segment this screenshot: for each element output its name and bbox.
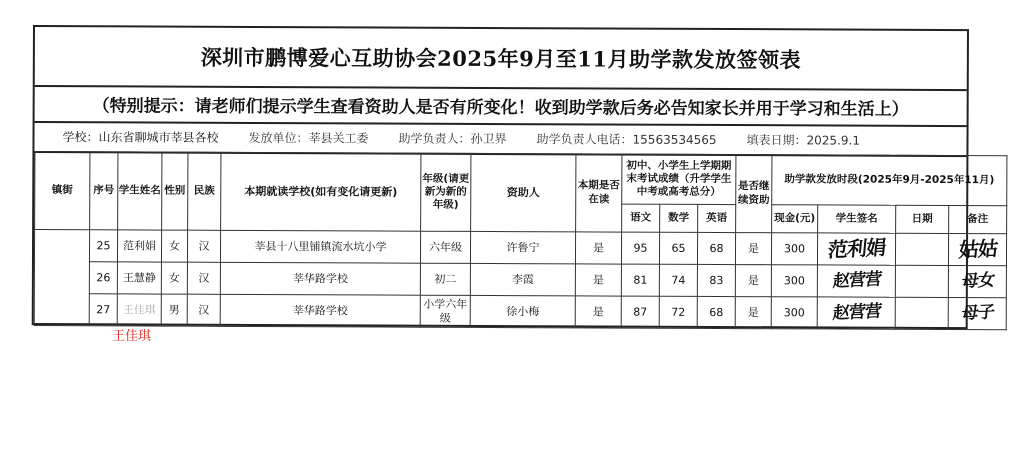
cell-continue: 是 [735,265,771,297]
cell-enrolled: 是 [575,264,621,296]
cell-grade: 小学六年级 [420,295,470,327]
cell-math: 65 [659,232,697,264]
cell-date [895,265,948,297]
cell-grade: 六年级 [420,231,470,263]
header-remark: 备注 [949,205,1007,233]
header-enrolled: 本期是否在读 [576,154,622,232]
header-date: 日期 [896,205,949,233]
cell-english: 68 [697,296,735,328]
cell-signature [817,233,895,265]
cell-date [895,297,948,329]
table-row [34,294,1006,330]
cell-chinese: 81 [621,264,659,296]
header-sponsor: 资助人 [471,153,576,231]
handwritten-signature: 范利娟 [826,235,887,262]
cell-gender: 男 [161,294,187,326]
header-math: 数学 [660,204,698,232]
header-gender: 性别 [162,152,188,230]
cell-sponsor: 李霞 [470,263,575,295]
info-issuer: 发放单位：莘县关工委 [248,130,369,145]
cell-grade: 初二 [420,263,470,295]
cell-chinese: 95 [621,232,659,264]
cell-signature [817,265,895,297]
header-scores: 初中、小学生上学期期末考试成绩（升学学生中考或高考总分） [622,154,736,204]
cell-remark [948,297,1006,329]
header-school: 本期就读学校(如有变化请更新) [221,152,421,231]
cell-gender: 女 [161,230,187,262]
handwritten-remark: 姑姑 [957,236,998,263]
table-row [34,262,1006,298]
cell-cash: 300 [771,265,817,297]
header-town: 镇街 [35,152,90,230]
cell-enrolled: 是 [575,296,621,328]
cell-ethnicity: 汉 [187,262,220,294]
header-chinese: 语文 [622,204,660,232]
handwritten-remark: 母子 [960,302,995,324]
header-ethnicity: 民族 [188,152,221,230]
info-person-in-charge: 助学负责人：孙卫界 [398,131,507,146]
form-sheet [32,25,998,329]
header-name: 学生姓名 [118,152,162,230]
cell-school: 莘县十八里铺镇流水坑小学 [220,230,420,263]
cell-math: 72 [659,296,697,328]
cell-chinese: 87 [621,296,659,328]
header-no: 序号 [90,152,118,230]
form-title: 深圳市鹏博爱心互助协会2025年9月至11月助学款发放签领表 [35,27,967,91]
aid-table [34,151,1008,330]
handwritten-signature: 赵营营 [831,269,882,292]
cell-school: 莘华路学校 [220,262,420,295]
cell-sponsor: 徐小梅 [470,295,575,327]
cell-signature [817,297,895,329]
header-period: 助学款发放时段(2025年9月-2025年11月) [772,155,1007,206]
header-cash: 现金(元) [772,205,818,233]
cell-ethnicity: 汉 [187,230,220,262]
info-phone: 助学负责人电话：15563534565 [536,131,717,147]
cell-date [895,233,948,265]
cell-ethnicity: 汉 [187,294,220,326]
cell-school: 莘华路学校 [220,294,420,327]
info-date: 填表日期：2025.9.1 [746,132,861,148]
handwritten-remark: 母女 [960,270,995,292]
cell-town [34,230,89,326]
cell-name: 王佳琪 [117,294,161,326]
handwritten-signature: 赵营营 [831,301,882,324]
cell-english: 68 [697,232,735,264]
cell-sponsor: 许鲁宁 [470,231,575,263]
cell-continue: 是 [735,297,771,329]
cell-no: 27 [89,294,117,326]
cell-english: 83 [697,264,735,296]
cell-enrolled: 是 [575,232,621,264]
header-english: 英语 [698,204,736,232]
header-continue: 是否继续资助 [736,155,772,233]
info-school: 学校：山东省聊城市莘县各校 [62,129,219,145]
header-grade: 年级(请更新为新的年级) [421,153,471,231]
cell-continue: 是 [735,233,771,265]
cell-math: 74 [659,264,697,296]
table-row [34,230,1006,266]
header-signature: 学生签名 [818,205,896,233]
cell-no: 25 [89,230,117,262]
cell-remark [948,233,1006,265]
cell-cash: 300 [771,233,817,265]
cell-gender: 女 [161,262,187,294]
name-correction-note: 王佳琪 [112,329,152,344]
cell-cash: 300 [771,297,817,329]
cell-name: 范利娟 [117,230,161,262]
cell-no: 26 [89,262,117,294]
cell-name: 王慧静 [117,262,161,294]
cell-remark [948,265,1006,297]
special-notice: （特别提示：请老师们提示学生查看资助人是否有所变化！收到助学款后务必告知家长并用于学习和生活上） [35,85,967,127]
